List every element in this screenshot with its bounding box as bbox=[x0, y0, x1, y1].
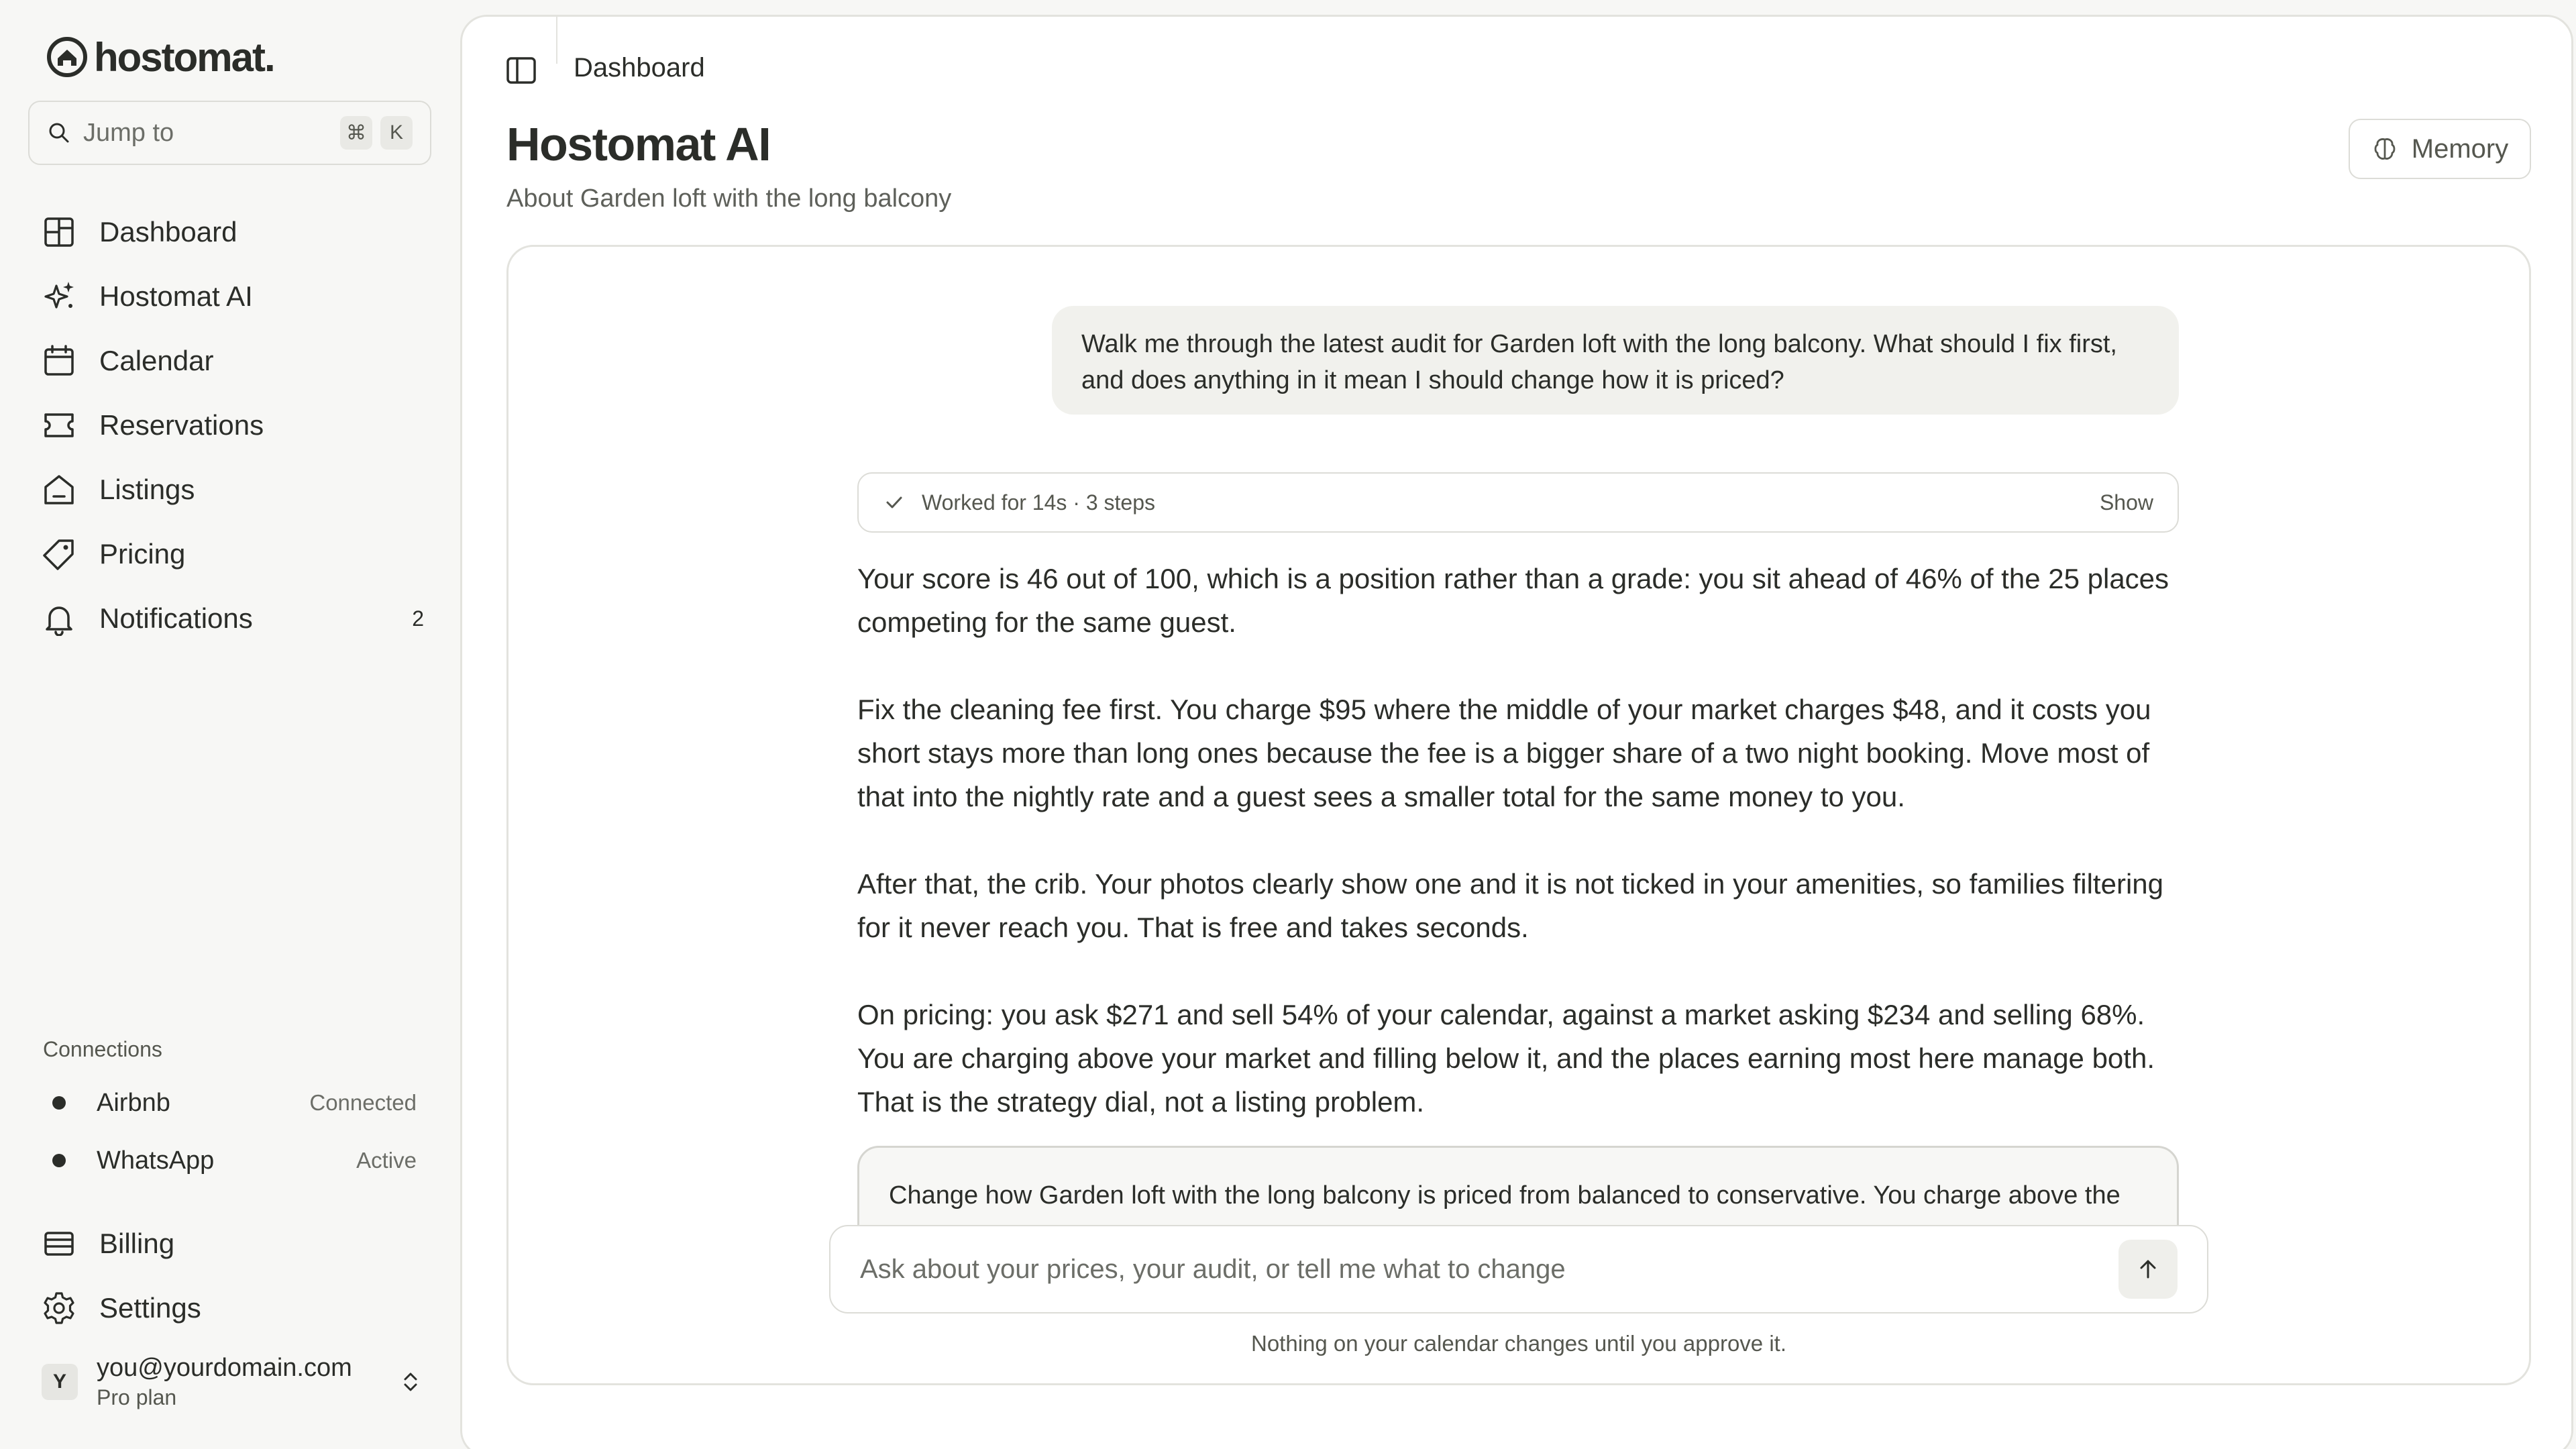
user-plan: Pro plan bbox=[97, 1385, 177, 1409]
sidebar-toggle-icon[interactable] bbox=[502, 52, 540, 89]
sidebar-item-notifications[interactable] bbox=[42, 586, 424, 651]
breadcrumb[interactable]: Dashboard bbox=[574, 53, 705, 83]
sidebar bbox=[0, 0, 460, 1449]
search-icon bbox=[47, 121, 71, 145]
sidebar-item-pricing[interactable] bbox=[42, 522, 424, 586]
sidebar-item-label: Listings bbox=[99, 474, 195, 505]
shortcut-letter-key: K bbox=[380, 116, 413, 150]
sidebar-item-label: Billing bbox=[99, 1228, 175, 1259]
shortcut-mod-key: ⌘ bbox=[340, 116, 372, 150]
connection-status: Active bbox=[356, 1148, 417, 1173]
sidebar-item-label: Calendar bbox=[99, 345, 214, 376]
sidebar-item-label: Hostomat AI bbox=[99, 280, 253, 312]
pricing-change-proposal-card[interactable]: Change how Garden loft with the long balcony is priced from balanced to conservative. You charge above the bbox=[857, 1146, 2179, 1280]
calendar-icon bbox=[42, 343, 76, 378]
sidebar-item-settings[interactable] bbox=[42, 1276, 424, 1340]
show-steps-button[interactable]: Show bbox=[2099, 490, 2153, 515]
sidebar-item-calendar[interactable] bbox=[42, 329, 424, 393]
user-email: you@yourdomain.com bbox=[97, 1354, 352, 1382]
answer-paragraph: After that, the crib. Your photos clearly show one and it is not ticked in your amenities, so families filtering for it never reach you. That is free and takes seconds. bbox=[857, 868, 2163, 943]
check-icon bbox=[883, 491, 906, 514]
connection-status: Connected bbox=[309, 1090, 417, 1115]
sidebar-item-label: Notifications bbox=[99, 602, 253, 634]
arrow-up-icon bbox=[2135, 1256, 2161, 1282]
status-dot-icon bbox=[52, 1154, 66, 1167]
sidebar-item-label: Settings bbox=[99, 1292, 201, 1324]
home-icon bbox=[42, 472, 76, 507]
answer-paragraph: Your score is 46 out of 100, which is a position rather than a grade: you sit ahead of 46% of the 25 places competing for the same guest. bbox=[857, 563, 2169, 638]
user-message-bubble: Walk me through the latest audit for Garden loft with the long balcony. What should I fix first, and does anything in it mean I should change how it is priced? bbox=[1052, 306, 2179, 415]
main-panel bbox=[460, 15, 2573, 1449]
sidebar-bottom-nav bbox=[42, 1212, 424, 1340]
worked-steps-label: Worked for 14s · 3 steps bbox=[922, 490, 1155, 515]
connections-heading: Connections bbox=[43, 1037, 162, 1061]
answer-paragraph: On pricing: you ask $271 and sell 54% of your calendar, against a market asking $234 and selling 68%. You are charging above your market and filling below it, and the places earning most here manage both. That is the strategy dial, not a listing problem. bbox=[857, 999, 2155, 1118]
worked-steps-summary[interactable] bbox=[857, 472, 2179, 533]
chevron-up-down-icon bbox=[397, 1368, 424, 1395]
credit-card-icon bbox=[42, 1226, 76, 1261]
sidebar-item-dashboard[interactable] bbox=[42, 200, 424, 264]
sidebar-item-billing[interactable] bbox=[42, 1212, 424, 1276]
chat-thread bbox=[506, 245, 2531, 1385]
sidebar-item-label: Dashboard bbox=[99, 216, 237, 248]
grid-icon bbox=[42, 215, 76, 250]
connection-whatsapp[interactable] bbox=[52, 1140, 417, 1181]
connection-airbnb[interactable] bbox=[52, 1083, 417, 1123]
sidebar-item-listings[interactable] bbox=[42, 458, 424, 522]
brand-logo[interactable] bbox=[44, 34, 274, 80]
chat-input[interactable] bbox=[860, 1254, 2118, 1285]
memory-button[interactable] bbox=[2349, 119, 2531, 179]
bell-icon bbox=[42, 601, 76, 636]
tag-icon bbox=[42, 537, 76, 572]
connection-name: Airbnb bbox=[97, 1088, 170, 1117]
user-info bbox=[97, 1354, 397, 1410]
sidebar-item-reservations[interactable] bbox=[42, 393, 424, 458]
composer-disclaimer: Nothing on your calendar changes until you approve it. bbox=[1250, 1331, 1786, 1356]
brand-name: hostomat. bbox=[94, 34, 274, 80]
ticket-icon bbox=[42, 408, 76, 443]
memory-button-label: Memory bbox=[2411, 133, 2509, 164]
avatar: Y bbox=[42, 1364, 78, 1400]
sparkles-icon bbox=[42, 279, 76, 314]
sidebar-nav bbox=[42, 200, 424, 651]
page-subtitle: About Garden loft with the long balcony bbox=[506, 184, 952, 213]
brain-icon bbox=[2371, 136, 2398, 162]
send-button[interactable] bbox=[2118, 1240, 2178, 1299]
hostomat-logo-icon bbox=[44, 34, 90, 80]
sidebar-item-label: Pricing bbox=[99, 538, 186, 570]
sidebar-item-label: Reservations bbox=[99, 409, 264, 441]
connection-name: WhatsApp bbox=[97, 1146, 215, 1175]
gear-icon bbox=[42, 1291, 76, 1326]
status-dot-icon bbox=[52, 1096, 66, 1110]
notifications-count-badge: 2 bbox=[412, 606, 424, 631]
sidebar-item-hostomat-ai[interactable] bbox=[42, 264, 424, 329]
jump-to-label: Jump to bbox=[83, 118, 174, 147]
topbar-divider bbox=[556, 17, 557, 64]
user-account-menu[interactable] bbox=[42, 1350, 424, 1414]
answer-paragraph: Fix the cleaning fee first. You charge $95 where the middle of your market charges $48, and it costs you short stays more than long ones because the fee is a bigger share of a two night booking. Move most of that into the nightly rate and a guest sees a smaller total for the same money to you. bbox=[857, 694, 2151, 812]
chat-composer bbox=[829, 1225, 2208, 1313]
jump-to-search[interactable] bbox=[28, 101, 431, 165]
page-title: Hostomat AI bbox=[506, 118, 771, 170]
assistant-answer bbox=[857, 557, 2186, 1167]
